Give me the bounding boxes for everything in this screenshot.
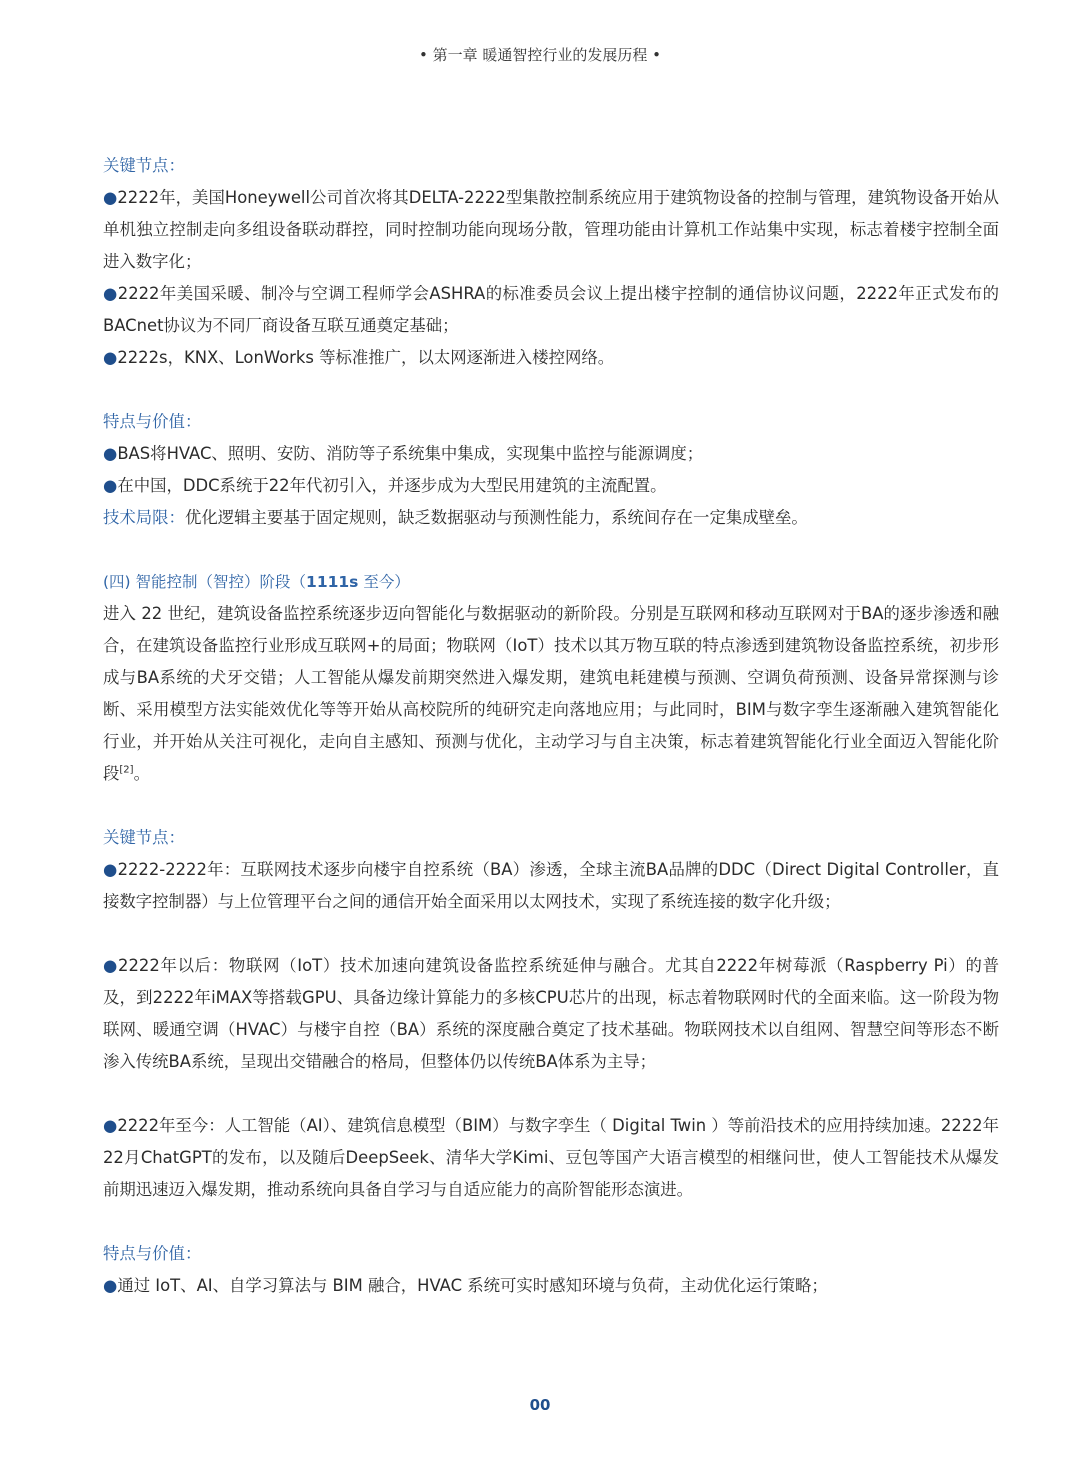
bullet-item: ●BAS将HVAC、照明、安防、消防等子系统集中集成，实现集中监控与能源调度；: [103, 444, 704, 463]
bullet-item: ●在中国，DDC系统于22年代初引入，并逐步成为大型民用建筑的主流配置。: [103, 476, 667, 495]
bullet-dot-icon: ●: [103, 444, 118, 463]
features-heading-1: 特点与价值：: [103, 412, 202, 431]
bullet-dot-icon: ●: [103, 348, 118, 367]
bullet-item: ●2222年至今：人工智能（AI）、建筑信息模型（BIM）与数字孪生（ Digital Twin ）等前沿技术的应用持续加速。2222年22月ChatGPT的发布，以及随后DeepSeek、清华大学Kimi、豆包等国产大语言模型的相继问世，使人工智能技术从爆发前期迅速迈入爆发期，推动系统向具备自学习与自适应能力的高阶智能形态演进。: [103, 1116, 999, 1199]
key-nodes-heading-2: 关键节点：: [103, 828, 185, 847]
page-content: [103, 150, 999, 1302]
page-number: 00: [529, 1396, 551, 1414]
key-nodes-heading-1: 关键节点：: [103, 156, 185, 175]
running-header: • 第一章 暖通智控行业的发展历程 •: [418, 46, 661, 64]
features-heading-2: 特点与价值：: [103, 1244, 202, 1263]
bullet-dot-icon: ●: [103, 188, 118, 207]
bullet-dot-icon: ●: [103, 1116, 118, 1135]
bullet-dot-icon: ●: [103, 476, 118, 495]
tech-limit-label: 技术局限：: [103, 508, 185, 527]
bullet-item: ●2222年以后：物联网（IoT）技术加速向建筑设备监控系统延伸与融合。尤其自2222年树莓派（Raspberry Pi）的普及，到2222年iMAX等搭载GPU、具备边缘计算能力的多核CPU芯片的出现，标志着物联网时代的全面来临。这一阶段为物联网、暖通空调（HVAC）与楼宇自控（BA）系统的深度融合奠定了技术基础。物联网技术以自组网、智慧空间等形态不断渗入传统BA系统，呈现出交错融合的格局，但整体仍以传统BA体系为主导；: [103, 956, 999, 1071]
bullet-item: ●通过 IoT、AI、自学习算法与 BIM 融合，HVAC 系统可实时感知环境与负荷，主动优化运行策略；: [103, 1276, 828, 1295]
citation-ref: [2]: [119, 764, 134, 776]
section-4-title: (四) 智能控制（智控）阶段（1111s 至今）: [103, 573, 410, 591]
bullet-dot-icon: ●: [103, 284, 118, 303]
bullet-item: ●2222年美国采暖、制冷与空调工程师学会ASHRA的标准委员会议上提出楼宇控制的通信协议问题，2222年正式发布的BACnet协议为不同厂商设备互联互通奠定基础；: [103, 284, 999, 335]
bullet-item: ●2222s，KNX、LonWorks 等标准推广，以太网逐渐进入楼控网络。: [103, 348, 615, 367]
bullet-dot-icon: ●: [103, 956, 119, 975]
tech-limit-paragraph: 技术局限：优化逻辑主要基于固定规则，缺乏数据驱动与预测性能力，系统间存在一定集成壁垒。: [103, 508, 808, 527]
bullet-dot-icon: ●: [103, 860, 118, 879]
section-4-body: 进入 22 世纪，建筑设备监控系统逐步迈向智能化与数据驱动的新阶段。分别是互联网和移动互联网对于BA的逐步渗透和融合，在建筑设备监控行业形成互联网+的局面；物联网（IoT）技术以其万物互联的特点渗透到建筑物设备监控系统，初步形成与BA系统的犬牙交错；人工智能从爆发前期突然进入爆发期，建筑电耗建模与预测、空调负荷预测、设备异常探测与诊断、采用模型方法实能效优化等等开始从高校院所的纯研究走向落地应用；与此同时，BIM与数字孪生逐渐融入建筑智能化行业，并开始从关注可视化，走向自主感知、预测与优化，主动学习与自主决策，标志着建筑智能化行业全面迈入智能化阶段[2]。: [103, 604, 999, 783]
bullet-item: ●2222-2222年：互联网技术逐步向楼宇自控系统（BA）渗透，全球主流BA品牌的DDC（Direct Digital Controller，直接数字控制器）与上位管理平台之间的通信开始全面采用以太网技术，实现了系统连接的数字化升级；: [103, 860, 1000, 911]
bullet-dot-icon: ●: [103, 1276, 118, 1295]
bullet-item: ●2222年，美国Honeywell公司首次将其DELTA-2222型集散控制系统应用于建筑物设备的控制与管理，建筑物设备开始从单机独立控制走向多组设备联动群控，同时控制功能向现场分散，管理功能由计算机工作站集中实现，标志着楼宇控制全面进入数字化；: [103, 188, 999, 271]
